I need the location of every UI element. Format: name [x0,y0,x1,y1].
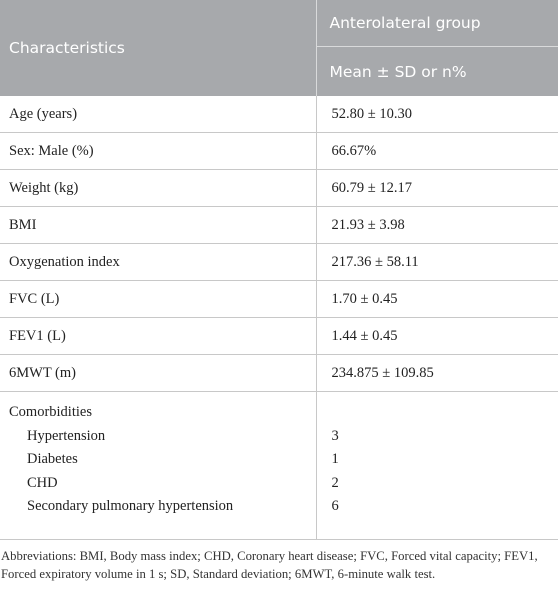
table-row [0,281,558,318]
row-label: FEV1 (L) [0,318,316,355]
comorbidity-label: Secondary pulmonary hypertension [27,498,234,514]
comorbidity-label: Diabetes [27,451,78,467]
row-value: 1.70 ± 0.45 [316,281,558,318]
comorbidity-label: Hypertension [27,427,106,444]
comorbidity-label: CHD [27,474,58,491]
row-label: Weight (kg) [0,170,316,207]
comorbidities-row [0,392,558,540]
row-value: 217.36 ± 58.11 [316,244,558,281]
row-label: Sex: Male (%) [0,133,316,170]
header-row [0,0,558,47]
table-header [0,0,558,96]
table-row [0,244,558,281]
comorbidity-value: 1 [331,451,339,467]
row-value: 1.44 ± 0.45 [316,318,558,355]
comorbidities-values [316,392,558,540]
header-mean-sd: Mean ± SD or n% [316,47,558,97]
row-label: BMI [0,207,316,244]
comorbidities-labels [0,392,316,540]
row-value: 60.79 ± 12.17 [316,170,558,207]
table-row [0,318,558,355]
row-value: 234.875 ± 109.85 [316,355,558,392]
comorbidity-value: 2 [331,474,339,491]
header-anterolateral-group: Anterolateral group [316,0,558,47]
row-label: FVC (L) [0,281,316,318]
table-footnote: Abbreviations: BMI, Body mass index; CHD, Coronary heart disease; FVC, Forced vital capacity; FEV1, Forced expiratory volume in 1 s; SD, Standard deviation; 6MWT, 6-minute walk test. [1,549,538,581]
row-value: 21.93 ± 3.98 [316,207,558,244]
row-value: 52.80 ± 10.30 [316,96,558,133]
row-label: Age (years) [0,96,316,133]
row-value: 66.67% [316,133,558,170]
comorbidity-value: 3 [331,427,339,444]
table-body [0,96,558,540]
table-row [0,355,558,392]
header-characteristics: Characteristics [0,0,316,96]
row-label: 6MWT (m) [0,355,316,392]
comorbidity-spacer [332,401,558,425]
comorbidity-value: 6 [331,498,339,514]
table-row [0,96,558,133]
comorbidities-heading: Comorbidities [9,404,92,420]
table-row [0,133,558,170]
table-row [0,170,558,207]
table-row [0,207,558,244]
row-label: Oxygenation index [0,244,316,281]
